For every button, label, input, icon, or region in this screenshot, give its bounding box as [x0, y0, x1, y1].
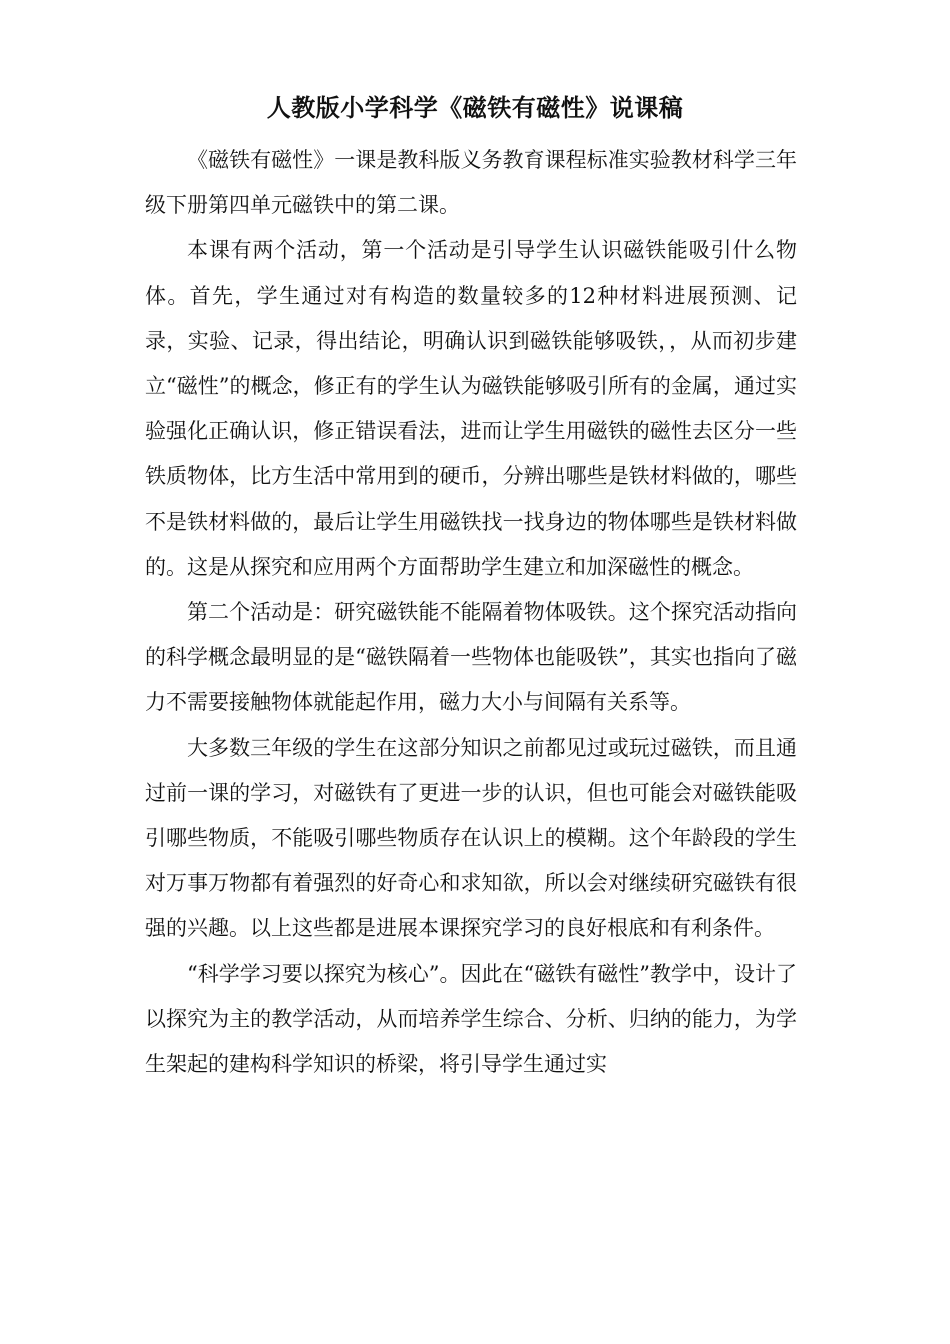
- paragraph-3: 第二个活动是：研究磁铁能不能隔着物体吸铁。这个探究活动指向的科学概念最明显的是“磁铁隔着一些物体也能吸铁”，其实也指向了磁力不需要接触物体就能起作用，磁力大小与间隔有关系等。: [145, 600, 797, 715]
- paragraph-4: 大多数三年级的学生在这部分知识之前都见过或玩过磁铁，而且通过前一课的学习，对磁铁有了更进一步的认识，但也可能会对磁铁能吸引哪些物质，不能吸引哪些物质存在认识上的模糊。这个年龄段的学生对万事万物都有着强烈的好奇心和求知欲，所以会对继续研究磁铁有很强的兴趣。以上这些都是进展本课探究学习的良好根底和有利条件。: [145, 735, 797, 941]
- document-title: 人教版小学科学《磁铁有磁性》说课稿: [266, 93, 684, 122]
- paragraph-2: 本课有两个活动，第一个活动是引导学生认识磁铁能吸引什么物体。首先，学生通过对有构造的数量较多的12种材料进展预测、记录，实验、记录，得出结论，明确认识到磁铁能够吸铁，，从而初步建立“磁性”的概念，修正有的学生认为磁铁能够吸引所有的金属，通过实验强化正确认识，修正错误看法，进而让学生用磁铁的磁性去区分一些铁质物体，比方生活中常用到的硬币，分辨出哪些是铁材料做的，哪些不是铁材料做的，最后让学生用磁铁找一找身边的物体哪些是铁材料做的。这是从探究和应用两个方面帮助学生建立和加深磁性的概念。: [145, 238, 797, 579]
- paragraph-5: “科学学习要以探究为核心”。因此在“磁铁有磁性”教学中，设计了以探究为主的教学活动，从而培养学生综合、分析、归纳的能力，为学生架起的建构科学知识的桥梁，将引导学生通过实: [145, 961, 797, 1077]
- paragraph-1: 《磁铁有磁性》一课是教科版义务教育课程标准实验教材科学三年级下册第四单元磁铁中的第二课。: [145, 148, 797, 218]
- document-body: [145, 138, 797, 1087]
